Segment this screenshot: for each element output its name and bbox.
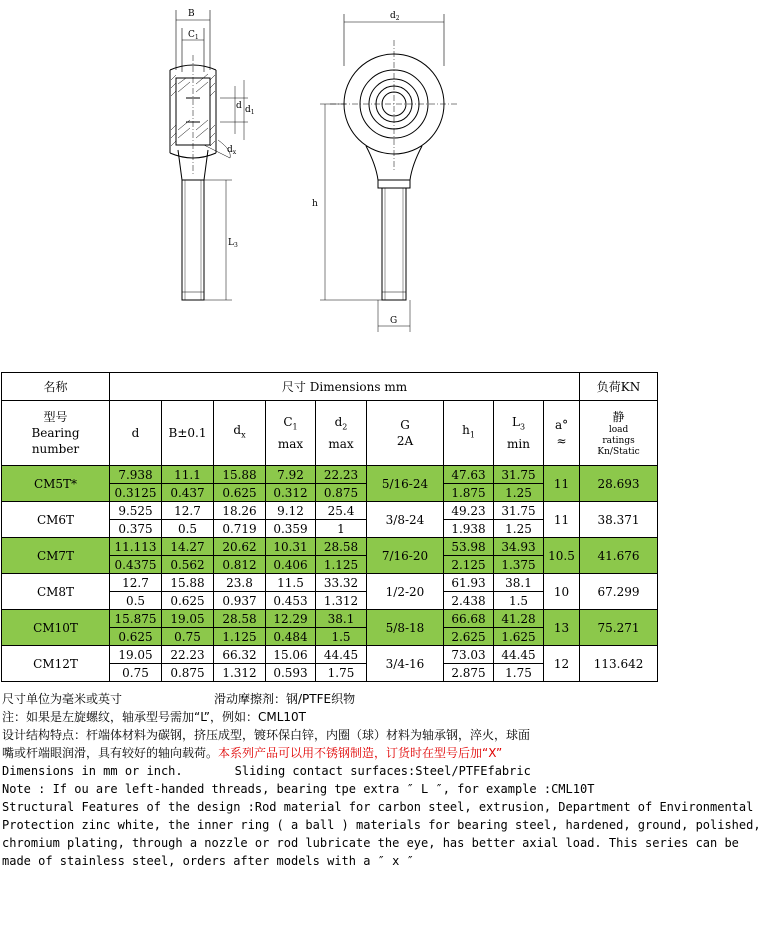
l3-mm-cell: 31.75: [494, 502, 544, 520]
thread-cell: 5/8-18: [367, 610, 444, 646]
inch-cell: 0.5: [110, 592, 162, 610]
inch-cell: 0.719: [214, 520, 266, 538]
inch-cell: 0.562: [162, 556, 214, 574]
inch-cell: 1.312: [214, 664, 266, 682]
label-dx: $d_x$: [227, 145, 237, 156]
l3-inch-cell: 1.75: [494, 664, 544, 682]
mm-cell: 12.29: [266, 610, 316, 628]
table-row: [2, 502, 658, 520]
label-L3: $L_3$: [228, 238, 238, 249]
header-l3: $L_3$ min: [494, 401, 544, 466]
mm-cell: 15.06: [266, 646, 316, 664]
header-load: 负荷KN: [580, 373, 658, 401]
mm-cell: 11.113: [110, 538, 162, 556]
note-units-friction-cn: 尺寸单位为毫米或英寸 滑动摩擦剂：钢/PTFE织物: [2, 692, 356, 706]
mm-cell: 12.7: [162, 502, 214, 520]
label-d2: $d_2$: [390, 11, 400, 22]
note-structure-en-3: chromium plating, through a nozzle or rod lubricate the eye, has better axial load. This series can be: [2, 836, 739, 850]
note-structure-en-2: Protection zinc white, the inner ring ( a ball ) materials for bearing steel, hardened, ground, polished,: [2, 818, 761, 832]
inch-cell: 0.375: [110, 520, 162, 538]
load-cell: 38.371: [580, 502, 658, 538]
angle-cell: 10.5: [544, 538, 580, 574]
header-h1: $h_1$: [444, 401, 494, 466]
note-structure-cn-1: 设计结构特点：杆端体材料为碳钢，挤压成型，镀环保白锌，内圈（球）材料为轴承钢，淬火，球面: [2, 728, 531, 742]
inch-cell: 1.75: [316, 664, 367, 682]
mm-cell: 11.5: [266, 574, 316, 592]
table-row: [2, 574, 658, 592]
header-dx: $d_x$: [214, 401, 266, 466]
angle-cell: 13: [544, 610, 580, 646]
header-g: G 2A: [367, 401, 444, 466]
header-d2: $d_2$ max: [316, 401, 367, 466]
inch-cell: 1.312: [316, 592, 367, 610]
inch-cell: 0.937: [214, 592, 266, 610]
inch-cell: 0.625: [110, 628, 162, 646]
angle-cell: 11: [544, 502, 580, 538]
inch-cell: 0.312: [266, 484, 316, 502]
inch-cell: 0.4375: [110, 556, 162, 574]
inch-cell: 1.125: [316, 556, 367, 574]
inch-cell: 0.875: [162, 664, 214, 682]
note-stainless-cn: 本系列产品可以用不锈钢制造，订货时在型号后加“X”: [218, 746, 503, 760]
side-view: [170, 10, 248, 300]
l3-inch-cell: 1.625: [494, 628, 544, 646]
l3-inch-cell: 1.25: [494, 484, 544, 502]
notes: [2, 690, 761, 870]
header-angle: a° ≈: [544, 401, 580, 466]
mm-cell: 22.23: [162, 646, 214, 664]
label-h: h: [312, 199, 318, 209]
h1-mm-cell: 47.63: [444, 466, 494, 484]
header-d: d: [110, 401, 162, 466]
inch-cell: 0.625: [162, 592, 214, 610]
h1-inch-cell: 2.625: [444, 628, 494, 646]
l3-inch-cell: 1.5: [494, 592, 544, 610]
mm-cell: 7.938: [110, 466, 162, 484]
mm-cell: 15.88: [162, 574, 214, 592]
h1-inch-cell: 2.438: [444, 592, 494, 610]
inch-cell: 0.625: [214, 484, 266, 502]
inch-cell: 0.875: [316, 484, 367, 502]
inch-cell: 1.5: [316, 628, 367, 646]
l3-mm-cell: 34.93: [494, 538, 544, 556]
thread-cell: 3/4-16: [367, 646, 444, 682]
mm-cell: 23.8: [214, 574, 266, 592]
label-d1: $d_1$: [245, 105, 255, 116]
inch-cell: 0.75: [110, 664, 162, 682]
mm-cell: 38.1: [316, 610, 367, 628]
mm-cell: 66.32: [214, 646, 266, 664]
model-cell: CM5T*: [2, 466, 110, 502]
front-view: [320, 14, 458, 332]
mm-cell: 28.58: [214, 610, 266, 628]
l3-inch-cell: 1.25: [494, 520, 544, 538]
label-B: B: [188, 9, 195, 19]
thread-cell: 3/8-24: [367, 502, 444, 538]
load-cell: 41.676: [580, 538, 658, 574]
load-cell: 113.642: [580, 646, 658, 682]
mm-cell: 12.7: [110, 574, 162, 592]
inch-cell: 1.125: [214, 628, 266, 646]
note-structure-en-4: made of stainless steel, orders after models with a ″ x ″: [2, 854, 414, 868]
note-left-thread-cn: 注：如果是左旋螺纹，轴承型号需加“L”，例如：CML10T: [2, 710, 306, 724]
model-cell: CM8T: [2, 574, 110, 610]
mm-cell: 19.05: [110, 646, 162, 664]
header-name: 名称: [2, 373, 110, 401]
mm-cell: 10.31: [266, 538, 316, 556]
header-c1: $C_1$ max: [266, 401, 316, 466]
l3-inch-cell: 1.375: [494, 556, 544, 574]
inch-cell: 0.5: [162, 520, 214, 538]
table-row: [2, 610, 658, 628]
inch-cell: 0.437: [162, 484, 214, 502]
inch-cell: 0.406: [266, 556, 316, 574]
h1-mm-cell: 66.68: [444, 610, 494, 628]
angle-cell: 10: [544, 574, 580, 610]
load-cell: 67.299: [580, 574, 658, 610]
header-model: 型号 Bearing number: [2, 401, 110, 466]
mm-cell: 33.32: [316, 574, 367, 592]
load-cell: 75.271: [580, 610, 658, 646]
header-static: 静 load ratings Kn/Static: [580, 401, 658, 466]
h1-inch-cell: 2.125: [444, 556, 494, 574]
note-structure-en-1: Structural Features of the design :Rod material for carbon steel, extrusion, Department of Environmental: [2, 800, 754, 814]
h1-mm-cell: 49.23: [444, 502, 494, 520]
mm-cell: 11.1: [162, 466, 214, 484]
mm-cell: 18.26: [214, 502, 266, 520]
l3-mm-cell: 44.45: [494, 646, 544, 664]
mm-cell: 28.58: [316, 538, 367, 556]
thread-cell: 1/2-20: [367, 574, 444, 610]
note-left-thread-en: Note : If ou are left-handed threads, bearing tpe extra ″ L ″, for example :CML10T: [2, 782, 595, 796]
header-dimensions: 尺寸 Dimensions mm: [110, 373, 580, 401]
inch-cell: 0.3125: [110, 484, 162, 502]
inch-cell: 1: [316, 520, 367, 538]
h1-mm-cell: 73.03: [444, 646, 494, 664]
model-cell: CM12T: [2, 646, 110, 682]
angle-cell: 11: [544, 466, 580, 502]
mm-cell: 15.875: [110, 610, 162, 628]
inch-cell: 0.593: [266, 664, 316, 682]
mm-cell: 15.88: [214, 466, 266, 484]
mm-cell: 20.62: [214, 538, 266, 556]
model-cell: CM7T: [2, 538, 110, 574]
h1-mm-cell: 53.98: [444, 538, 494, 556]
angle-cell: 12: [544, 646, 580, 682]
inch-cell: 0.75: [162, 628, 214, 646]
table-row: [2, 646, 658, 664]
inch-cell: 0.359: [266, 520, 316, 538]
header-b: B±0.1: [162, 401, 214, 466]
label-C1: $C_1$: [188, 30, 199, 41]
table-row: [2, 538, 658, 556]
label-G: G: [390, 316, 398, 326]
mm-cell: 25.4: [316, 502, 367, 520]
thread-cell: 7/16-20: [367, 538, 444, 574]
rod-end-drawing: [0, 0, 658, 370]
mm-cell: 22.23: [316, 466, 367, 484]
mm-cell: 44.45: [316, 646, 367, 664]
h1-inch-cell: 1.875: [444, 484, 494, 502]
model-cell: CM6T: [2, 502, 110, 538]
l3-mm-cell: 38.1: [494, 574, 544, 592]
load-cell: 28.693: [580, 466, 658, 502]
mm-cell: 14.27: [162, 538, 214, 556]
inch-cell: 0.484: [266, 628, 316, 646]
label-d: d: [236, 101, 242, 111]
l3-mm-cell: 41.28: [494, 610, 544, 628]
mm-cell: 7.92: [266, 466, 316, 484]
mm-cell: 19.05: [162, 610, 214, 628]
spec-table: [1, 372, 658, 682]
thread-cell: 5/16-24: [367, 466, 444, 502]
table-row: [2, 466, 658, 484]
note-units-friction-en: Dimensions in mm or inch. Sliding contact surfaces:Steel/PTFEfabric: [2, 764, 531, 778]
h1-inch-cell: 2.875: [444, 664, 494, 682]
inch-cell: 0.812: [214, 556, 266, 574]
model-cell: CM10T: [2, 610, 110, 646]
h1-mm-cell: 61.93: [444, 574, 494, 592]
note-structure-cn-2: 嘴或杆端眼润滑，具有较好的轴向载荷。本系列产品可以用不锈钢制造，订货时在型号后加“X”: [2, 746, 503, 760]
mm-cell: 9.525: [110, 502, 162, 520]
inch-cell: 0.453: [266, 592, 316, 610]
mm-cell: 9.12: [266, 502, 316, 520]
h1-inch-cell: 1.938: [444, 520, 494, 538]
l3-mm-cell: 31.75: [494, 466, 544, 484]
